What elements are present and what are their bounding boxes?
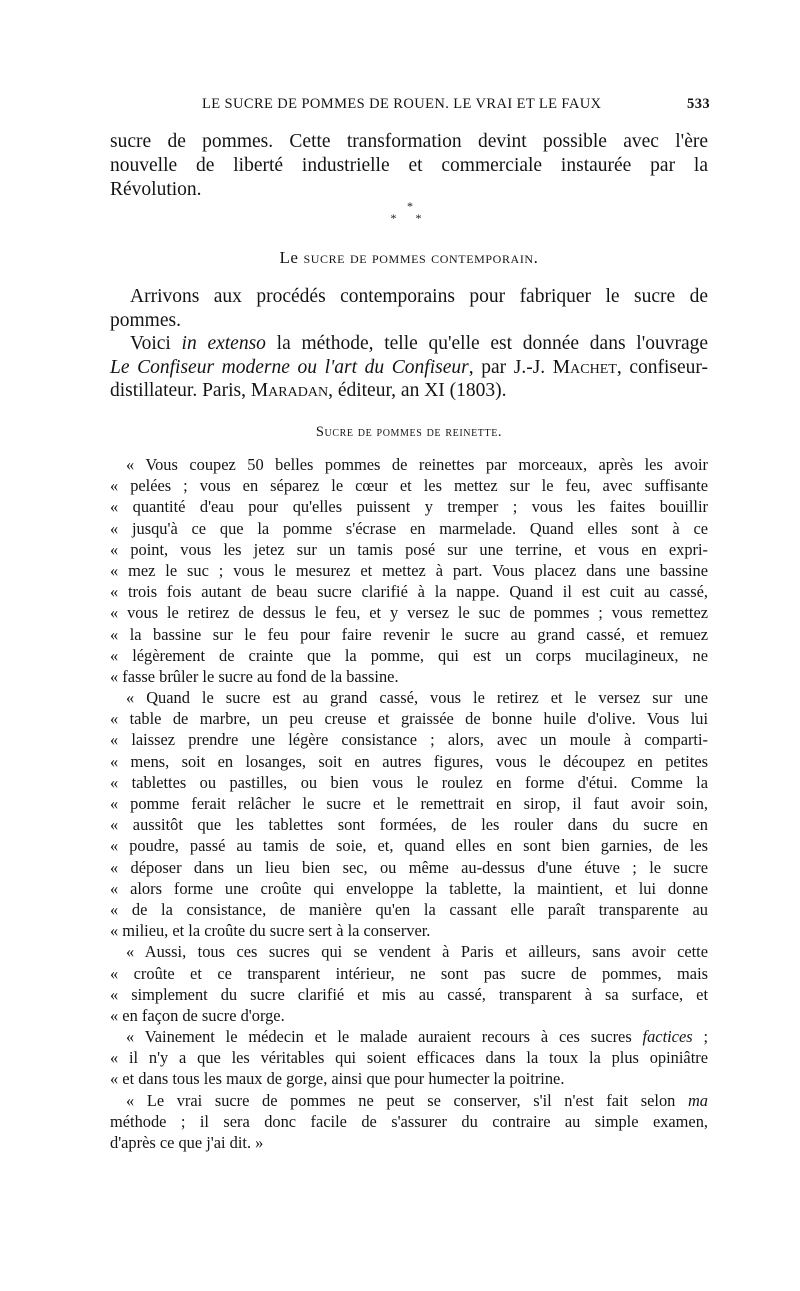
asterism-pair: * * [390, 211, 430, 225]
quote-line: « quantité d'eau pour qu'elles puissent y tremper ; vous les faites bouillir [110, 497, 708, 517]
quote-line: « et dans tous les maux de gorge, ainsi que pour humecter la poitrine. [110, 1069, 565, 1089]
quote-line: « légèrement de crainte que la pomme, qui est un corps mucilagineux, ne [110, 645, 708, 665]
body-line: pommes. [110, 309, 181, 331]
running-title: LE SUCRE DE POMMES DE ROUEN. LE VRAI ET LE FAUX [202, 96, 602, 112]
text-run: , confiseur- [616, 356, 708, 378]
intro-line: sucre de pommes. Cette transformation devint possible avec l'ère [110, 131, 708, 152]
author-name: Machet [552, 356, 617, 378]
intro-paragraph [110, 130, 708, 202]
text-run: , éditeur, an XI (1803). [328, 380, 507, 401]
intro-line: nouvelle de liberté industrielle et commerciale instaurée par la [110, 155, 708, 176]
quote-line: « simplement du sucre clarifié et mis au cassé, transparent à sa surface, et [110, 984, 708, 1004]
body-line [110, 332, 708, 356]
italic-run: factices [642, 1027, 693, 1047]
text-run: « Le vrai sucre de pommes ne peut se conserver, s'il n'est fait selon [126, 1090, 688, 1110]
body-paragraphs [110, 285, 708, 403]
quote-line: « laissez prendre une légère consistance ; alors, avec un moule à comparti- [110, 730, 708, 750]
page-number: 533 [687, 96, 710, 112]
section-title-initial: Le [279, 248, 304, 267]
quote-line: « croûte et ce transparent intérieur, ne sont pas sucre de pommes, mais [110, 963, 708, 983]
quote-line: « tablettes ou pastilles, ou bien vous le roulez en forme d'étui. Comme la [110, 772, 708, 792]
body-line [110, 379, 708, 403]
quote-line: « milieu, et la croûte du sucre sert à la conserver. [110, 921, 431, 941]
body-line: Arrivons aux procédés contemporains pour fabriquer le sucre de [130, 286, 708, 307]
quote-line: « mens, soit en losanges, soit en autres figures, vous le découpez en petites [110, 751, 708, 771]
quote-line [110, 1090, 708, 1111]
quote-line: « poudre, passé au tamis de soie, et, quand elles en sont bien garnies, de les [110, 836, 708, 856]
section-title-text: sucre de pommes contemporain. [303, 248, 539, 267]
italic-run: ma [687, 1090, 708, 1110]
quote-line: « trois fois autant de beau sucre clarifié à la nappe. Quand il est cuit au cassé, [110, 582, 708, 602]
quote-line: d'après ce que j'ai dit. » [110, 1133, 264, 1152]
body-line [110, 356, 708, 380]
quote-line: « il n'y a que les véritables qui soient efficaces dans la toux la plus opiniâtre [110, 1048, 708, 1068]
quote-line: « Quand le sucre est au grand cassé, vous le retirez et le versez sur une [126, 688, 708, 708]
text-run: la méthode, telle qu'elle est donnée dans l'ouvrage [265, 333, 709, 354]
asterism-separator [390, 200, 430, 226]
quote-line: « mez le suc ; vous le mesurez et mettez à part. Vous placez dans une bassine [110, 560, 708, 580]
quote-line: « fasse brûler le sucre au fond de la bassine. [110, 666, 399, 686]
subsection-title [110, 424, 708, 441]
quote-line: « jusqu'à ce que la pomme s'écrase en marmelade. Quand elles sont à ce [110, 518, 708, 538]
quote-line: « de la consistance, de manière qu'en la cassant elle paraît transparente au [110, 899, 708, 919]
text-run: « Vainement le médecin et le malade auraient recours à ces sucres [126, 1027, 643, 1047]
quote-line: « pelées ; vous en séparez le cœur et les mettez sur le feu, avec suffisante [110, 476, 708, 496]
text-run: distillateur. Paris, [110, 380, 251, 401]
asterism-top: * [407, 199, 413, 213]
quote-line: « aussitôt que les tablettes sont formées, de les rouler dans du sucre en [110, 815, 708, 835]
quote-line: « en façon de sucre d'orge. [110, 1005, 285, 1025]
quote-line [110, 1026, 708, 1047]
quote-line: « vous le retirez de dessus le feu, et y versez le suc de pommes ; vous remettez [110, 603, 708, 623]
text-run: , par J.-J. [468, 356, 553, 378]
quote-line: « déposer dans un lieu bien sec, ou même au-dessus d'une étuve ; le sucre [110, 857, 708, 877]
text-run: ; [692, 1027, 709, 1047]
quote-line: « table de marbre, un peu creuse et graissée de bonne huile d'olive. Vous lui [110, 709, 708, 729]
text-run: Voici [130, 333, 182, 354]
quote-line: méthode ; il sera donc facile de s'assurer du contraire au simple examen, [110, 1111, 708, 1131]
quote-line: « la bassine sur le feu pour faire revenir le sucre au grand cassé, et remuez [110, 624, 708, 644]
book-title: Le Confiseur moderne ou l'art du Confiseur [110, 356, 469, 378]
publisher-name: Maradan [250, 380, 329, 401]
quote-line: « Vous coupez 50 belles pommes de reinettes par morceaux, après les avoir [126, 455, 708, 474]
italic-run: in extenso [181, 333, 266, 354]
recipe-quotation [110, 454, 708, 1153]
intro-line: Révolution. [110, 179, 202, 200]
quote-line: « point, vous les jetez sur un tamis posé sur une terrine, et vous en expri- [110, 539, 708, 559]
running-header [110, 96, 710, 118]
subsection-title-initial: S [315, 424, 325, 440]
quote-line: « pomme ferait relâcher le sucre et le remettrait en sirop, il faut avoir soin, [110, 794, 708, 813]
section-title [110, 248, 708, 268]
quote-line: « alors forme une croûte qui enveloppe la tablette, la maintient, et lui donne [110, 878, 708, 898]
subsection-title-text: ucre de pommes de reinette. [324, 424, 503, 440]
quote-line: « Aussi, tous ces sucres qui se vendent à Paris et ailleurs, sans avoir cette [126, 942, 708, 962]
